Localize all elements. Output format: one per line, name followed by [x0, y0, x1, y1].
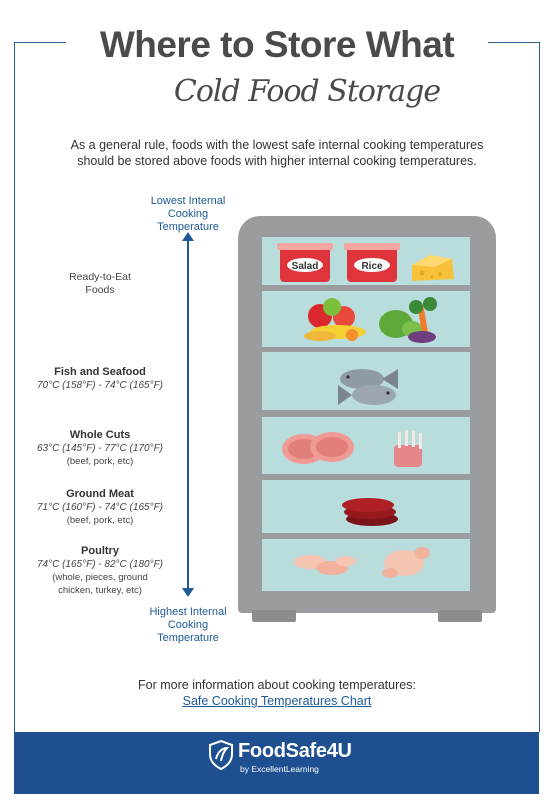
category-fish-seafood	[30, 366, 170, 392]
page-subtitle: Cold Food Storage	[173, 74, 441, 109]
footer-text: For more information about cooking temperatures:	[138, 678, 416, 692]
whole-chicken-icon	[382, 547, 430, 578]
steak-icon	[282, 432, 354, 464]
rack-of-lamb-icon	[394, 430, 422, 467]
chicken-pieces-icon	[294, 555, 356, 575]
axis-top-label	[128, 195, 248, 234]
fridge-foot-right	[438, 610, 482, 622]
category-temp: 71°C (160°F) - 74°C (165°F)	[36, 502, 164, 513]
axis-bottom-line-1: Highest Internal	[149, 606, 227, 618]
category-note: (whole, pieces, ground	[52, 572, 148, 583]
category-note: (beef, pork, etc)	[66, 456, 134, 467]
brand-name: FoodSafe4U	[238, 740, 352, 762]
page-title: Where to Store What	[99, 24, 455, 65]
category-note: (beef, pork, etc)	[66, 515, 134, 526]
rice-label: Rice	[361, 261, 383, 272]
axis-top-line-1: Lowest Internal	[150, 195, 226, 207]
category-ready-to-eat	[30, 271, 170, 297]
intro-line-2: should be stored above foods with higher internal cooking temperatures.	[77, 154, 477, 168]
category-name: Ground Meat	[66, 488, 134, 500]
shield-logo-icon	[209, 740, 233, 770]
cheese-icon	[412, 255, 454, 281]
temperature-arrow	[187, 238, 189, 588]
fruits-icon	[304, 298, 366, 341]
category-ground-meat	[30, 488, 170, 527]
brand-tagline: by ExcellentLearning	[240, 764, 319, 774]
safe-cooking-temperatures-link[interactable]: Safe Cooking Temperatures Chart	[182, 694, 372, 708]
category-name: Fish and Seafood	[54, 366, 146, 378]
arrow-down-icon	[182, 588, 194, 597]
category-poultry	[30, 545, 170, 597]
category-temp: 63°C (145°F) - 77°C (170°F)	[36, 443, 164, 454]
category-note-2: chicken, turkey, etc)	[58, 585, 142, 596]
fish-icon	[338, 369, 398, 405]
axis-bottom-label	[128, 606, 248, 645]
category-whole-cuts	[30, 429, 170, 468]
category-name: Poultry	[81, 545, 119, 557]
vegetables-icon	[379, 297, 437, 343]
fridge-foot-left	[252, 610, 296, 622]
axis-top-line-3: Temperature	[157, 221, 219, 233]
axis-top-line-2: Cooking	[167, 208, 209, 220]
axis-bottom-line-2: Cooking	[167, 619, 209, 631]
category-name: Whole Cuts	[69, 429, 131, 441]
category-temp: 74°C (165°F) - 82°C (180°F)	[36, 559, 164, 570]
food-illustrations	[262, 237, 470, 591]
axis-bottom-line-3: Temperature	[157, 632, 219, 644]
category-label-line-1: Ready-to-Eat	[69, 271, 131, 283]
category-temp: 70°C (158°F) - 74°C (165°F)	[36, 380, 164, 391]
intro-line-1: As a general rule, foods with the lowest safe internal cooking temperatures	[70, 138, 484, 152]
salad-label: Salad	[291, 261, 319, 272]
burger-patties-icon	[342, 498, 398, 526]
category-label-line-2: Foods	[85, 284, 115, 296]
intro-text	[40, 137, 514, 169]
